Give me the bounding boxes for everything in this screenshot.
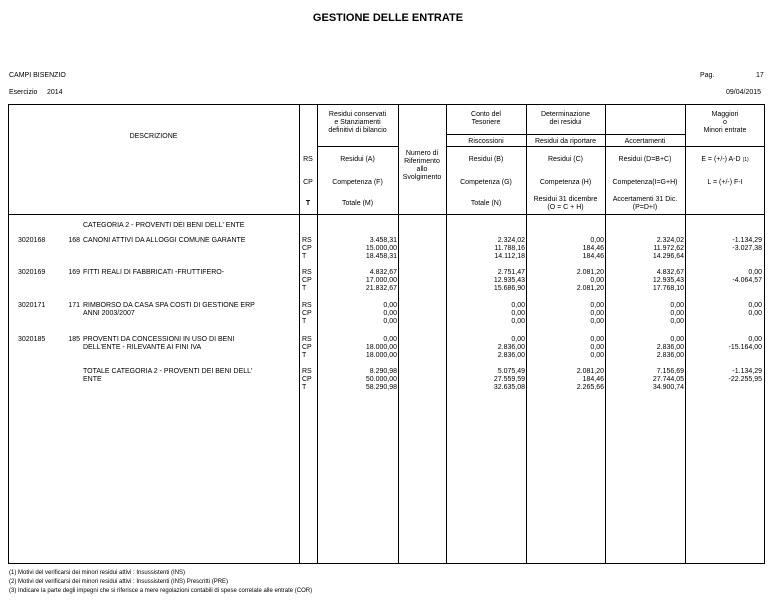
entity-name: CAMPI BISENZIO xyxy=(9,72,66,79)
row-type: CP xyxy=(302,277,312,284)
row-type: CP xyxy=(302,376,312,383)
row-number: 168 xyxy=(68,237,80,244)
header-riscossioni: Riscossioni xyxy=(468,138,504,145)
table-cell: 2.836,00 xyxy=(497,344,525,351)
header-competenza-h: Competenza (H) xyxy=(539,179,592,186)
row-type: CP xyxy=(302,310,312,317)
footnote: (3) Indicare la parte degli impegni che si riferisce a mere regolazioni contabili di spese correlate alle entrate (COR) xyxy=(9,588,313,594)
table-cell: 0,00 xyxy=(511,336,525,343)
table-cell: 184,46 xyxy=(582,245,604,252)
exercise-year: 2014 xyxy=(47,89,63,96)
column-divider xyxy=(685,104,686,564)
column-divider xyxy=(299,104,300,564)
table-cell: 2.751,47 xyxy=(497,269,525,276)
column-divider xyxy=(605,104,606,564)
row-number: 185 xyxy=(68,336,80,343)
table-cell: 34.900,74 xyxy=(652,384,684,391)
table-cell: 0,00 xyxy=(383,336,397,343)
table-cell: -22.255,95 xyxy=(728,376,762,383)
row-type: RS xyxy=(302,368,312,375)
category-heading: CATEGORIA 2 - PROVENTI DEI BENI DELL' ENTE xyxy=(83,222,245,229)
table-cell: -1.134,29 xyxy=(732,237,762,244)
exercise-label: Esercizio xyxy=(9,89,38,96)
table-cell: 2.836,00 xyxy=(497,352,525,359)
header-residui-conservati: Residui conservati e Stanziamenti definitivi di bilancio xyxy=(328,111,387,134)
table-cell: 21.832,67 xyxy=(365,285,397,292)
table-cell: 0,00 xyxy=(748,310,762,317)
header-competenza-i: Competenza(I=G+H) xyxy=(612,179,678,186)
table-frame xyxy=(8,104,765,564)
row-type: T xyxy=(302,318,307,325)
row-description: FITTI REALI DI FABBRICATI -FRUTTIFERO- xyxy=(83,269,225,276)
table-cell: 0,00 xyxy=(748,302,762,309)
table-cell: 0,00 xyxy=(590,318,604,325)
row-type: RS xyxy=(302,237,312,244)
table-cell: 184,46 xyxy=(582,376,604,383)
table-cell: 2.324,02 xyxy=(656,237,684,244)
header-rs: RS xyxy=(303,156,313,163)
table-cell: 27.559,59 xyxy=(493,376,525,383)
row-type: T xyxy=(302,352,307,359)
table-cell: 15.000,00 xyxy=(365,245,397,252)
table-cell: 0,00 xyxy=(383,310,397,317)
table-cell: 5.075,49 xyxy=(497,368,525,375)
row-description: ENTE xyxy=(83,376,102,383)
table-cell: 0,00 xyxy=(511,302,525,309)
header-descrizione: DESCRIZIONE xyxy=(129,133,178,140)
table-cell: 7.156,69 xyxy=(656,368,684,375)
table-cell: 2.081,20 xyxy=(576,368,604,375)
table-cell: 4.832,67 xyxy=(656,269,684,276)
table-cell: 0,00 xyxy=(670,302,684,309)
column-divider xyxy=(446,104,447,564)
row-description: CANONI ATTIVI DA ALLOGGI COMUNE GARANTE xyxy=(83,237,246,244)
row-code: 3020171 xyxy=(18,302,46,309)
table-cell: -4.064,57 xyxy=(732,277,762,284)
row-type: CP xyxy=(302,344,312,351)
header-competenza-g: Competenza (G) xyxy=(460,179,512,186)
header-totale-n: Totale (N) xyxy=(470,200,502,207)
header-numero-riferimento: Numero di Riferimento allo Svolgimento xyxy=(402,150,442,181)
table-cell: 2.324,02 xyxy=(497,237,525,244)
page-number: 17 xyxy=(756,72,764,79)
header-residui-riportare: Residui da riportare xyxy=(534,138,597,145)
row-type: T xyxy=(302,384,307,391)
table-cell: -15.164,00 xyxy=(728,344,762,351)
header-residui-d: Residui (D=B+C) xyxy=(618,156,672,163)
row-description: ANNI 2003/2007 xyxy=(83,310,135,317)
table-cell: 27.744,05 xyxy=(652,376,684,383)
table-cell: 4.832,67 xyxy=(369,269,397,276)
table-cell: 32.635,08 xyxy=(493,384,525,391)
footnote: (2) Motivi del verificarsi dei minori residui attivi : Insussistenti (INS) Prescritti (PRE) xyxy=(9,579,229,585)
table-cell: 0,00 xyxy=(748,269,762,276)
table-cell: 15.686,90 xyxy=(493,285,525,292)
header-residui-b: Residui (B) xyxy=(468,156,504,163)
page-label: Pag. xyxy=(700,72,715,79)
header-cp: CP xyxy=(303,179,313,186)
row-number: 169 xyxy=(68,269,80,276)
table-cell: 0,00 xyxy=(590,302,604,309)
row-code: 3020169 xyxy=(18,269,46,276)
table-cell: 0,00 xyxy=(383,318,397,325)
header-residui-31: Residui 31 dicembre (O = C + H) xyxy=(533,196,598,211)
row-type: RS xyxy=(302,336,312,343)
table-cell: 17.768,10 xyxy=(652,285,684,292)
header-accertamenti-31: Accertamenti 31 Dic. (P=D+I) xyxy=(612,196,678,211)
table-cell: 184,46 xyxy=(582,253,604,260)
table-cell: 18.000,00 xyxy=(365,344,397,351)
row-type: CP xyxy=(302,245,312,252)
row-description: DELL'ENTE - RILEVANTE AI FINI IVA xyxy=(83,344,202,351)
row-number: 171 xyxy=(68,302,80,309)
table-cell: 0,00 xyxy=(590,277,604,284)
table-cell: 2.836,00 xyxy=(656,344,684,351)
table-cell: 0,00 xyxy=(670,318,684,325)
table-cell: 18.000,00 xyxy=(365,352,397,359)
column-divider xyxy=(317,104,318,564)
header-accertamenti: Accertamenti xyxy=(624,138,666,145)
header-bottom-rule xyxy=(8,214,765,215)
row-description: RIMBORSO DA CASA SPA COSTI DI GESTIONE ERP xyxy=(83,302,255,309)
table-cell: 0,00 xyxy=(748,336,762,343)
table-cell: 0,00 xyxy=(383,302,397,309)
header-conto-tesoriere: Conto del Tesoriere xyxy=(471,111,501,126)
row-type: RS xyxy=(302,269,312,276)
row-description: TOTALE CATEGORIA 2 - PROVENTI DEI BENI DELL' xyxy=(83,368,253,375)
table-cell: 0,00 xyxy=(511,310,525,317)
row-description: PROVENTI DA CONCESSIONI IN USO DI BENI xyxy=(83,336,235,343)
table-cell: 2.836,00 xyxy=(656,352,684,359)
header-t: T xyxy=(305,200,311,207)
header-residui-a: Residui (A) xyxy=(340,156,375,163)
table-cell: 0,00 xyxy=(590,336,604,343)
header-e-formula: E = (+/-) A-D $^{(1)}$ xyxy=(701,156,749,163)
header-rule xyxy=(446,146,765,147)
table-cell: 12.935,43 xyxy=(652,277,684,284)
table-cell: 12.935,43 xyxy=(493,277,525,284)
header-residui-c: Residui (C) xyxy=(547,156,583,163)
report-date: 09/04/2015 xyxy=(726,89,762,96)
table-cell: -1.134,29 xyxy=(732,368,762,375)
table-cell: -3.027,38 xyxy=(732,245,762,252)
table-cell: 50.000,00 xyxy=(365,376,397,383)
column-divider xyxy=(526,104,527,564)
table-cell: 3.458,31 xyxy=(369,237,397,244)
header-rule xyxy=(317,146,398,147)
table-cell: 0,00 xyxy=(670,310,684,317)
header-totale-m: Totale (M) xyxy=(341,200,374,207)
row-type: T xyxy=(302,285,307,292)
table-cell: 11.972,62 xyxy=(653,245,684,252)
row-type: RS xyxy=(302,302,312,309)
table-cell: 0,00 xyxy=(590,310,604,317)
table-cell: 14.296,64 xyxy=(652,253,684,260)
table-cell: 0,00 xyxy=(590,237,604,244)
header-determinazione: Determinazione dei residui xyxy=(540,111,591,126)
row-code: 3020185 xyxy=(18,336,46,343)
footnote: (1) Motivi del verificarsi dei minori residui attivi : Insussistenti (INS) xyxy=(9,570,186,576)
header-maggiori: Maggiori o Minori entrate xyxy=(703,111,747,134)
table-cell: 0,00 xyxy=(511,318,525,325)
header-competenza-f: Competenza (F) xyxy=(332,179,383,186)
table-cell: 17.000,00 xyxy=(365,277,397,284)
table-cell: 58.290,98 xyxy=(365,384,397,391)
table-cell: 2.265,66 xyxy=(576,384,604,391)
table-cell: 0,00 xyxy=(670,336,684,343)
header-rule xyxy=(446,134,685,135)
table-cell: 0,00 xyxy=(590,344,604,351)
header-l-formula: L = (+/-) F-I xyxy=(707,179,743,186)
row-type: T xyxy=(302,253,307,260)
row-code: 3020168 xyxy=(18,237,46,244)
table-cell: 8.290,98 xyxy=(369,368,397,375)
table-cell: 18.458,31 xyxy=(365,253,397,260)
table-cell: 11.788,16 xyxy=(494,245,525,252)
table-cell: 14.112,18 xyxy=(494,253,525,260)
table-cell: 2.081,20 xyxy=(576,285,604,292)
table-cell: 0,00 xyxy=(590,352,604,359)
table-cell: 2.081,20 xyxy=(576,269,604,276)
page-title: GESTIONE DELLE ENTRATE xyxy=(312,12,464,24)
